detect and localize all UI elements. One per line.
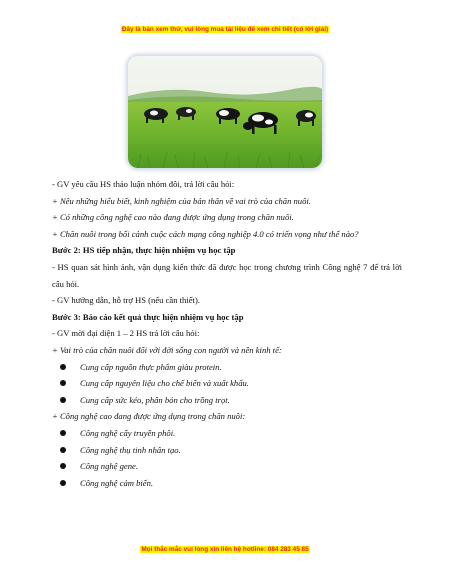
- list-item: Cung cấp nguồn thực phẩm giàu protein.: [52, 359, 402, 376]
- preview-notice-banner: Đây là bản xem thử, vui lòng mua tài liệu để xem chi tiết (có lời giải): [121, 26, 329, 33]
- bullet-dot: [60, 380, 66, 386]
- list-item: Công nghệ cấy truyền phôi.: [52, 425, 402, 442]
- role-heading: + Vai trò của chăn nuôi đối với đời sống con người và nền kinh tế:: [52, 344, 282, 355]
- teacher-instruction: - GV yêu cầu HS thảo luận nhóm đôi, trả lời câu hỏi:: [52, 179, 235, 189]
- bullet-dot: [60, 463, 66, 469]
- list-item: Cung cấp sức kéo, phân bón cho trồng trọt.: [52, 392, 402, 409]
- tech-heading: + Công nghệ cao đang được ứng dụng trong chăn nuôi:: [52, 411, 246, 422]
- question-3: + Chăn nuôi trong bối cảnh cuộc cách mạng công nghiệp 4.0 có triển vọng như thế nào?: [52, 228, 359, 239]
- bullet-dot: [60, 364, 66, 370]
- cows-grazing-photo: [128, 56, 322, 168]
- document-body: [52, 176, 402, 491]
- bullet-dot: [60, 480, 66, 486]
- teacher-invite: - GV mời đại diện 1 – 2 HS trả lời câu hỏi:: [52, 328, 200, 339]
- student-task: - HS quan sát hình ảnh, vận dụng kiến thức đã được học trong chương trình Công nghệ 7 để trả lời câu hỏi.: [52, 261, 402, 289]
- list-item: Cung cấp nguyên liệu cho chế biến và xuất khẩu.: [52, 375, 402, 392]
- bullet-dot: [60, 447, 66, 453]
- list-item: Công nghệ cảm biến.: [52, 475, 402, 492]
- list-item: Công nghệ thụ tinh nhân tạo.: [52, 442, 402, 459]
- step-3-heading: Bước 3: Báo cáo kết quả thực hiện nhiệm vụ học tập: [52, 311, 244, 322]
- bullet-dot: [60, 430, 66, 436]
- teacher-support: - GV hướng dẫn, hỗ trợ HS (nếu cần thiết).: [52, 295, 200, 306]
- bullet-dot: [60, 397, 66, 403]
- list-item: Công nghệ gene.: [52, 458, 402, 475]
- hotline-banner: Mọi thắc mắc vui lòng xin liên hệ hotline: 084 283 45 85: [141, 546, 309, 553]
- question-1: + Nêu những hiểu biết, kinh nghiệm của bản thân về vai trò của chăn nuôi.: [52, 195, 311, 206]
- question-2: + Có những công nghệ cao nào đang được ứng dụng trong chăn nuôi.: [52, 212, 294, 223]
- step-2-heading: Bước 2: HS tiếp nhận, thực hiện nhiệm vụ học tập: [52, 245, 236, 256]
